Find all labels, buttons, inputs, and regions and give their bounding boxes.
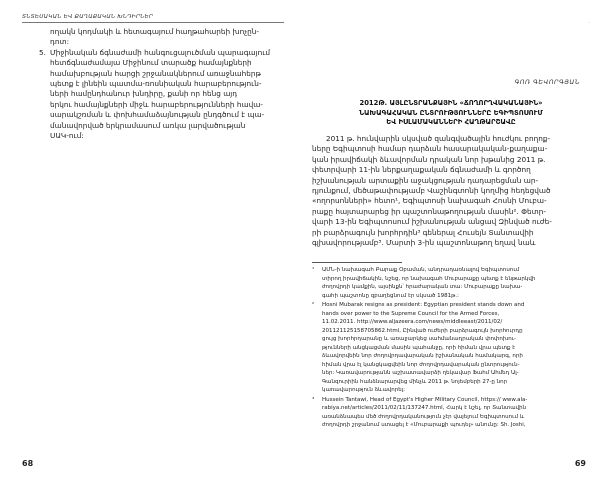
footnote-line: hands over power to the Supreme Council for the Armed Forces,	[322, 310, 500, 317]
text-line: ները Եգիպտոսի համար դարձան հասարակական-քաղաքա-	[312, 144, 548, 154]
text-line: դոտ:	[50, 37, 70, 47]
footnote-line: թյունների անցկացման մասին պահանջը, որի հիման վրա պետք է	[322, 344, 516, 351]
footnote	[312, 301, 590, 395]
text-line: դյունքում, մեծաթափությամբ Վաշինգտոնի կողմից հեդեցված	[312, 186, 551, 196]
right-page	[300, 0, 600, 490]
title-line: ԵՎ ԻՍԼԱՄԱԿԱՆՆԵՐԻ ՀԱՂԹԱՐՇԱՎԸ	[386, 118, 516, 126]
title-line: ՆԱԽԱԳԱՀԱԿԱՆ ԸՆՏՐՈՒԹՅՈՒՆՆԵՐԸ ԵԳԻՊՏՈՍՈՒՄ	[359, 108, 543, 117]
text-line: ների համընդհանուր խնդիրը, քանի որ հենց այդ	[50, 89, 238, 99]
footnote-mark: ³	[312, 396, 315, 403]
footnote	[312, 396, 590, 430]
page-number: 69	[574, 459, 586, 468]
footnotes	[312, 266, 590, 431]
text-line: մանավորված երկրամասում առկա լարվածության	[50, 120, 246, 130]
footnote-link-line: 11.02.2011. http://www.aljazeera.com/news/middleeast/2011/02/	[322, 319, 503, 325]
text-line: ՍԱԿ-ում:	[50, 131, 84, 141]
footnote-line: ձևավորվեին նոր ժողովրդավարական իշխանական համակարգ, որի	[322, 353, 523, 359]
footnote-line: Hussein Tantawi, Head of Egypt's Higher Military Council, https:// www.ala-	[322, 396, 528, 403]
page-number: 68	[22, 459, 34, 468]
text-line: երկու համայնքների միջև հարաբերությունների հավա-	[50, 99, 263, 109]
text-line: համախբության հարցի շրջանակներում առաջնահերթ	[50, 68, 261, 78]
footnote-line: հիման վրա էլ կանցկացվեին նոր ժողովրդավարական ընտրություն-	[322, 361, 520, 368]
text-line: վարի 13-ին Եգիպտոսում իշխանության անցավ Զինված ուժե-	[312, 217, 552, 227]
footnote-line: կառավարություն ձևավորել:	[322, 387, 406, 393]
footnote-rule	[312, 262, 402, 263]
text-line: փետրվարի 11-ին ներքաղաքական ճգնաժամի և գործող	[312, 165, 531, 175]
text-line: կան իրավիճակի ձևավորման դրական նոր խթանից 2011 թ.	[312, 154, 546, 164]
text-line: գլխավորությամբ³. Մարտի 3-ին պաշտոնաթող եղավ նաև	[312, 238, 536, 248]
footnote-link-line: rabiya.net/articles/2011/02/11/137247.html, Հարկ է նշել, որ Տանտավին	[322, 405, 527, 411]
running-head: ՏՆՏԵՍԱԿԱՆ ԵՎ ՔԱՂԱՔԱԿԱՆ ԽՆԴԻՐՆԵՐ	[22, 14, 154, 20]
footnote-line: ԱՄՆ-ի նախագահ Բարաք Օբաման, անդրադառնալով Եգիպտոսում	[322, 267, 520, 273]
footnote-line: գահի պաշտոնը զբաղեցնում էր սկսած 1981թ.:	[322, 292, 459, 299]
footnote-line: տիրող իրավիճակին, նշեց, որ նախագահ Մուբարաքը պետք է ենթարկվի	[322, 275, 536, 282]
article-title	[312, 99, 590, 128]
article-body	[312, 134, 590, 248]
footnote-line: ներ: Կառավարությանն աշխատավարձի ղեկավար Ֆահմ Ահմեդ Ալ-	[322, 370, 519, 376]
title-line: 2012Թ. ԱՅԼԸՆՏՐԱՆՔԱՅԻՆ «ՃՈՂՈՐՂՎԱԿԱՆԱՅԻՆ»	[359, 99, 543, 107]
text-line: 2011 թ. հունվարին սկսված զանգվածային հուժկու բողոք-	[326, 134, 551, 143]
footnote-line: 201121125158705862.html, Ըինված ուժերի բարձրագույն խորհուրդը	[322, 327, 523, 334]
footnote-line: առանձնապես մեծ ժողովրդականություն չէր վայելում Եգիպտոսում և	[322, 413, 525, 420]
footnote-line: ցույց խորհրդարանը և առաջարկեց սահմանադրական փոփոխու-	[322, 336, 517, 342]
footnote-mark: ²	[312, 302, 315, 308]
header-rule	[22, 22, 284, 23]
footnote-line: ժողովրդի կամքին, այսինքն՝ հրաժարական տա: Մուբարաքը նախա-	[322, 284, 523, 290]
footnote-line: ժողովրդի շրջանում ստացել է «Մուբարաքի պուդել» անունը: Sh. Joshi,	[322, 422, 526, 428]
text-line: Միջինական ճգնաժամի հանգուցալուծման պարագայում	[50, 47, 271, 57]
text-line: «ողորսոնների» հետո¹, Եգիպտոսի նախագահ Հոսնի Մուբա-	[312, 196, 547, 206]
footnote-line: Գանզուրիին հանձնարարվեց մինչև 2011 թ. նոյեմբերի 27-ը նոր	[322, 378, 508, 385]
text-line: ողակն կոդմակի և հետագայում հաղթահարեի խոչըն-	[50, 27, 260, 36]
text-line: սարակշռման և փոխհամաձայնության ընդգծում է պա-	[50, 110, 265, 120]
page-mark: ·	[588, 20, 590, 26]
footnote-mark: ¹	[312, 267, 315, 273]
text-line: իշխանության արտաքին աջակցության դադարեցման ար-	[312, 175, 539, 185]
footnote-line: Hosni Mubarak resigns as president: Egyptian president stands down and	[322, 302, 525, 308]
text-line: րի բարձրագույն խորհրդին³ գեներալ Հուսեյն Տանտավիի	[312, 227, 534, 237]
footnote	[312, 266, 590, 300]
article-author: ԳՈՌ ԳԵՎՈՐԳՅԱՆ	[514, 78, 580, 86]
text-line: պետք է լինեին պատմա-ռոսնիական հարաբերություն-	[50, 79, 262, 89]
left-body-text	[22, 27, 284, 141]
list-item-number: 5.	[39, 47, 46, 57]
text-line: հետճգնաժամայա Միջինում տարածք համայնքների	[50, 58, 252, 68]
text-line: րաքը հայտարարեց իր պաշտոնաթողության մասին². Փետր-	[312, 206, 546, 216]
